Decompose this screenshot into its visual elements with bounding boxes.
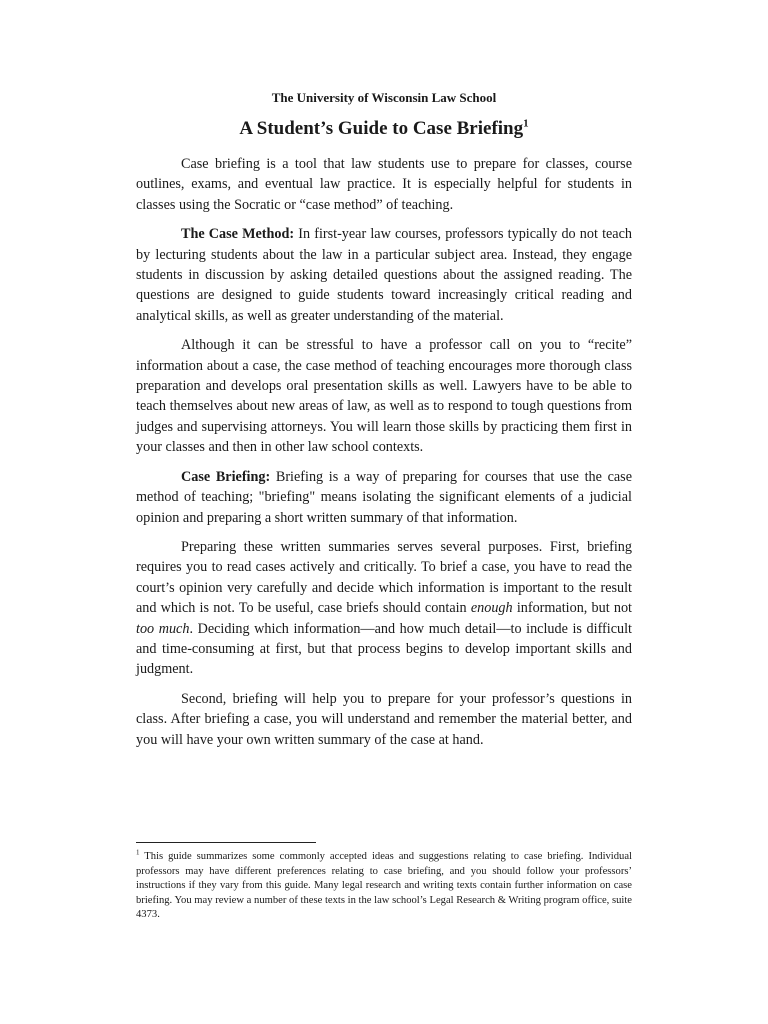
paragraph-intro: Case briefing is a tool that law students use to prepare for classes, course outlines, exams, and eventual law practice. It is especially helpful for students in classes using the Socratic or “case method” of teaching.	[136, 156, 632, 213]
paragraph-recite: Although it can be stressful to have a professor call on you to “recite” information about a case, the case method of teaching encourages more thorough class preparation and develops oral presentation skills as well. Lawyers have to be able to teach themselves about new areas of law, as well as to respond to tough questions from judges and supervising attorneys. You will learn those skills by practicing them first in your classes and then in other law school contexts.	[136, 337, 632, 456]
footnote-divider	[136, 842, 316, 843]
purposes-emph-enough: enough	[470, 600, 513, 617]
paragraph-purposes	[136, 537, 632, 680]
paragraph-case-briefing	[136, 467, 632, 528]
footnote-text: This guide summarizes some commonly accepted ideas and suggestions relating to case briefing. Individual professors may have different preferences relating to case briefing, and you should follow your professors’ instructions if they vary from this guide. Many legal research and writing texts contain further information on case briefing. You may review a number of these texts in the law school’s Legal Research & Writing program office, suite 4373.	[136, 851, 632, 921]
case-method-heading: The Case Method:	[181, 226, 295, 243]
purposes-text-c: . Deciding which information—and how much detail—to include is difficult and time-consuming at first, but that process begins to develop important skills and judgment.	[136, 620, 632, 678]
purposes-text-b: information, but not	[512, 600, 632, 617]
document-title-text: A Student’s Guide to Case Briefing	[239, 118, 524, 139]
institution-name: The University of Wisconsin Law School	[271, 90, 497, 105]
title-footnote-marker: 1	[523, 117, 529, 130]
case-briefing-heading: Case Briefing:	[181, 468, 271, 485]
footnote	[136, 850, 632, 923]
footnote-marker: 1	[136, 848, 140, 857]
purposes-emph-too-much: too much	[136, 620, 190, 637]
document-title	[136, 118, 632, 140]
document-body	[136, 90, 632, 759]
purposes-text-a: Preparing these written summaries serves several purposes. First, briefing requires you to read cases actively and critically. To brief a case, you have to read the court’s opinion very carefully and decide which information is important to the result and which is not. To be useful, case briefs should contain	[136, 538, 632, 617]
case-briefing-body: Briefing is a way of preparing for courses that use the case method of teaching; "briefing" means isolating the significant elements of a judicial opinion and preparing a short written summary of that information.	[136, 468, 632, 526]
paragraph-second: Second, briefing will help you to prepare for your professor’s questions in class. After briefing a case, you will understand and remember the material better, and you will have your own written summary of the case at hand.	[136, 690, 632, 748]
paragraph-case-method	[136, 224, 632, 326]
case-method-body: In first-year law courses, professors typically do not teach by lecturing students about the law in a particular subject area. Instead, they engage students in discussion by asking detailed questions about the assigned reading. The questions are designed to guide students toward increasingly critical reading and analytical skills, as well as greater understanding of the material.	[136, 226, 632, 324]
